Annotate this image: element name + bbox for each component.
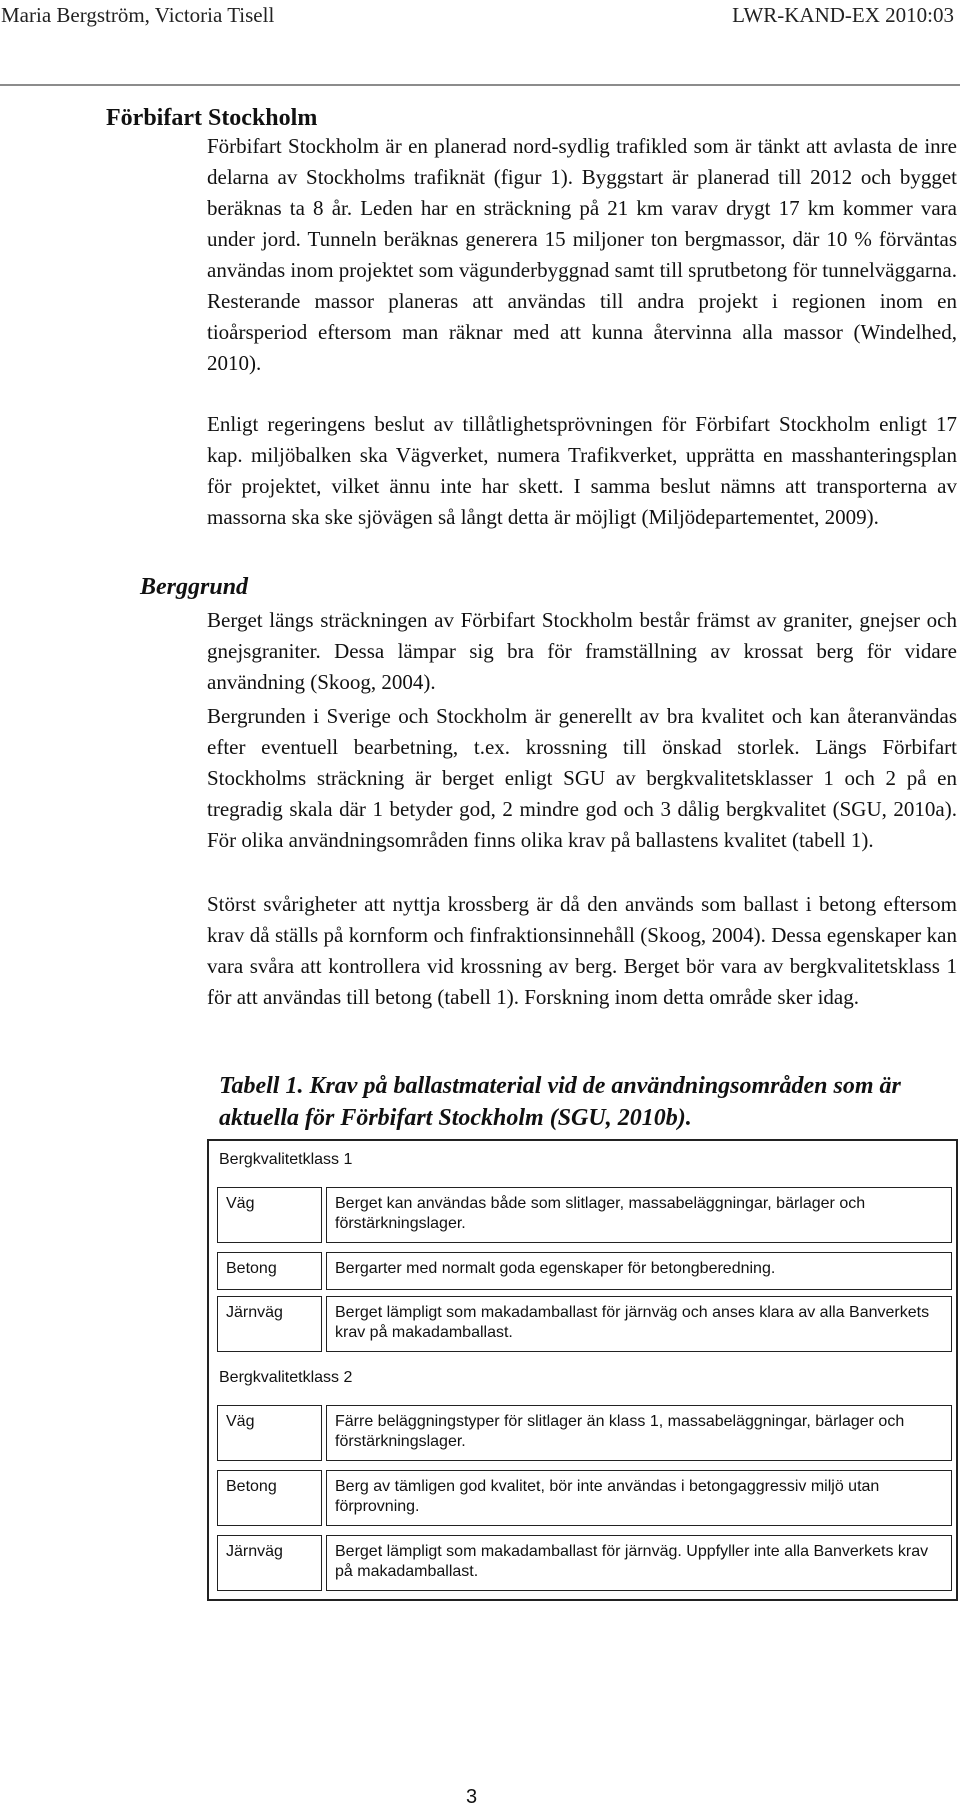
class1-row-vag-req: Berget kan användas både som slitlager, massabeläggningar, bärlager och förstärkningslager. xyxy=(326,1187,952,1243)
paragraph-forbifart-intro: Förbifart Stockholm är en planerad nord-sydlig trafikled som är tänkt att avlasta de inre delarna av Stockholms trafiknät (figur 1). Byggstart är planerad till 2012 och bygget beräknas ta 8 år. Leden har en sträckning på 21 km varav drygt 17 km kommer vara under jord. Tunneln beräknas generera 15 miljoner ton bergmassor, där 10 % förväntas användas inom projektet som vägunderbyggnad samt till sprutbetong för tunnelväggarna. Resterande massor planeras att användas till andra projekt i regionen inom en tioårsperiod eftersom man räknar med att kunna återvinna alla massor (Windelhed, 2010). xyxy=(207,134,957,375)
class1-row-betong-req: Bergarter med normalt goda egenskaper för betongberedning. xyxy=(326,1252,952,1290)
paragraph-berggrund-rock: Berget längs sträckningen av Förbifart Stockholm består främst av graniter, gnejser och gnejsgraniter. Dessa lämpar sig bra för framställning av krossat berg för vidare användning (Skoog, 2004). xyxy=(207,608,957,694)
header-authors: Maria Bergström, Victoria Tisell xyxy=(1,3,275,27)
class2-row-vag-req: Färre beläggningstyper för slitlager än klass 1, massabeläggningar, bärlager och förstärkningslager. xyxy=(326,1405,952,1461)
table-caption: Tabell 1. Krav på ballastmaterial vid de användningsområden som är aktuella för Förbifart Stockholm (SGU, 2010b). xyxy=(219,1073,901,1131)
class1-row-vag-use: Väg xyxy=(217,1187,322,1243)
paragraph-berggrund-quality: Bergrunden i Sverige och Stockholm är generellt av bra kvalitet och kan återanvändas efter eventuell bearbetning, t.ex. krossning till önskad storlek. Längs Förbifart Stockholms sträckning är berget enligt SGU av bergkvalitetsklasser 1 och 2 på en tregradig skala där 1 betyder god, 2 mindre god och 3 dålig bergkvalitet (SGU, 2010a). För olika användningsområden finns olika krav på ballastens kvalitet (tabell 1). xyxy=(207,704,957,852)
header-divider xyxy=(0,84,960,86)
class1-heading: Bergkvalitetklass 1 xyxy=(219,1151,353,1168)
class2-row-jarnvag-use: Järnväg xyxy=(217,1535,322,1591)
class2-row-vag-use: Väg xyxy=(217,1405,322,1461)
class1-row-betong-use: Betong xyxy=(217,1252,322,1290)
class2-row-betong-req: Berg av tämligen god kvalitet, bör inte användas i betongaggressiv miljö utan förprovning. xyxy=(326,1470,952,1526)
section-title-forbifart: Förbifart Stockholm xyxy=(106,105,318,131)
page-header xyxy=(0,0,960,32)
requirements-table xyxy=(207,1139,958,1601)
section-title-berggrund: Berggrund xyxy=(140,574,249,600)
paragraph-berggrund-concrete: Störst svårigheter att nyttja krossberg är då den används som ballast i betong eftersom krav då ställs på kornform och finfraktionsinnehåll (Skoog, 2004). Dessa egenskaper kan vara svåra att kontrollera vid krossning av berg. Berget bör vara av bergkvalitetsklass 1 för att användas till betong (tabell 1). Forskning inom detta område sker idag. xyxy=(207,892,957,1009)
class1-row-jarnvag-req: Berget lämpligt som makadamballast för järnväg och anses klara av alla Banverkets krav på makadamballast. xyxy=(326,1296,952,1352)
class1-row-jarnvag-use: Järnväg xyxy=(217,1296,322,1352)
paragraph-forbifart-decision: Enligt regeringens beslut av tillåtlighetsprövningen för Förbifart Stockholm enligt 17 kap. miljöbalken ska Vägverket, numera Trafikverket, upprätta en masshanteringsplan för projektet, vilket ännu inte har skett. I samma beslut nämns att transporterna av massorna ska ske sjövägen så långt detta är möjligt (Miljödepartementet, 2009). xyxy=(207,412,957,529)
class2-heading: Bergkvalitetklass 2 xyxy=(219,1369,353,1386)
header-report-id: LWR-KAND-EX 2010:03 xyxy=(732,3,954,27)
class2-row-betong-use: Betong xyxy=(217,1470,322,1526)
class2-row-jarnvag-req: Berget lämpligt som makadamballast för järnväg. Uppfyller inte alla Banverkets krav på makadamballast. xyxy=(326,1535,952,1591)
page-number: 3 xyxy=(466,1786,478,1808)
